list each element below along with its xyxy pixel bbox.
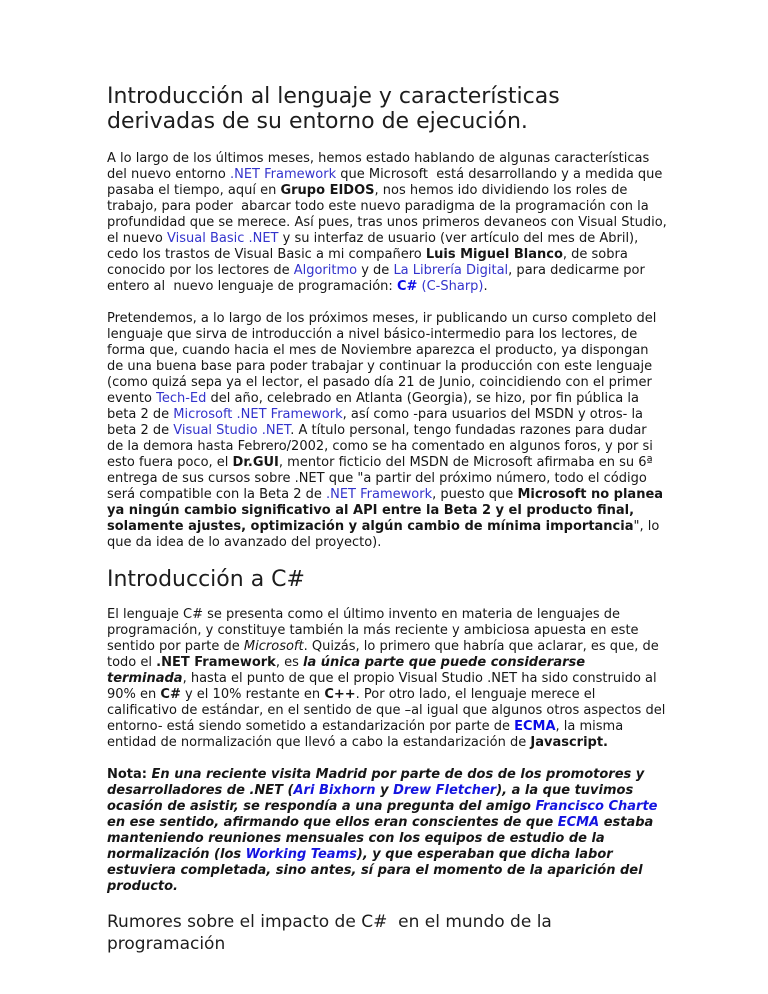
text-run: , puesto que (432, 487, 518, 502)
text-run: ", lo que da idea de lo avanzado del proyecto). (107, 519, 664, 550)
intro-paragraph-2 (107, 311, 667, 551)
visual-basic-net-link[interactable]: Visual Basic .NET (167, 231, 279, 246)
text-run: Microsoft (243, 639, 304, 654)
text-run: . Quizás, lo primero que habría que aclarar, es que, de todo el (107, 639, 663, 670)
text-run: y de (357, 263, 394, 278)
text-run: . (483, 279, 488, 294)
text-run: . Por otro lado, el lenguaje merece el calificativo de estándar, en el sentido de que –al igual que algunos otros aspectos del entorno- está siendo sometido a estandarización por parte de (107, 687, 670, 734)
text-run: , nos hemos ido dividiendo los roles de trabajo, para poder abarcar todo este nuevo paradigma de la programación con la profundidad que se merece. Así pues, tras unos primeros devaneos con Visual Studio, el nuevo (107, 183, 671, 246)
text-run: , de sobra conocido por los lectores de (107, 247, 632, 278)
text-run: En una reciente visita Madrid por parte de dos de los promotores y desarrolladores de .NET ( (107, 767, 649, 798)
algoritmo-link[interactable]: Algoritmo (293, 263, 358, 278)
text-run: ), a la que tuvimos ocasión de asistir, se respondía a una pregunta del amigo (107, 783, 638, 814)
csharp-link[interactable]: C# (396, 279, 418, 294)
text-run: Nota: (107, 767, 152, 782)
text-run: del año, celebrado en Atlanta (Georgia), se hizo, por fin pública la beta 2 de (107, 391, 644, 422)
text-run: Dr.GUI (232, 455, 279, 470)
text-run: Grupo EIDOS (280, 183, 375, 198)
text-run: la única parte que puede considerarse terminada (107, 655, 590, 686)
text-run: estaba manteniendo reuniones mensuales con los equipos de estudio de la normalización (los (107, 815, 658, 862)
text-run: Pretendemos, a lo largo de los próximos meses, ir publicando un curso completo del lenguaje que sirva de introducción a nivel básico-intermedio para los lectores, de forma que, cuando hacia el mes de Noviembre aparezca el producto, ya dispongan de una buena base para poder trabajar y continuar la producción con este lenguaje (como quizá sepa ya el lector, el pasado día 21 de Junio, coincidiendo con el primer evento (107, 311, 661, 406)
text-run: . A título personal, tengo fundadas razones para dudar de la demora hasta Febrero/2002, como se ha comentado en algunos foros, y por si esto fuera poco, el (107, 423, 658, 470)
text-run: Javascript. (530, 735, 608, 750)
working-teams-link[interactable]: Working Teams (245, 847, 357, 862)
microsoft-net-framework-link[interactable]: Microsoft .NET Framework (173, 407, 343, 422)
text-run: , hasta el punto de que el propio Visual Studio .NET ha sido construido al 90% en (107, 671, 661, 702)
drew-fletcher-link[interactable]: Drew Fletcher (393, 783, 497, 798)
article-title: Introducción al lenguaje y características derivadas de su entorno de ejecución. (107, 84, 560, 134)
text-run: Microsoft no planea ya ningún cambio significativo al API entre la Beta 2 y el producto final, solamente ajustes, optimización y algún cambio de mínima importancia (107, 487, 668, 534)
text-run: , así como -para usuarios del MSDN y otros- la beta 2 de (107, 407, 648, 438)
subsection-heading-rumores: Rumores sobre el impacto de C# en el mundo de la programación (107, 912, 558, 954)
note-paragraph (107, 767, 667, 895)
intro-paragraph-1 (107, 151, 671, 295)
text-run: y el 10% restante en (180, 687, 325, 702)
visual-studio-net-link[interactable]: Visual Studio .NET (173, 423, 291, 438)
text-run: , mentor ficticio del MSDN de Microsoft afirmaba en su 6ª entrega de sus cursos sobre .NET que "a partir del próximo número, todo el código será compatible con la Beta 2 de (107, 455, 657, 502)
text-run: A lo largo de los últimos meses, hemos estado hablando de algunas características del nuevo entorno (107, 151, 654, 182)
text-run: Luis Miguel Blanco (425, 247, 563, 262)
text-run: , es (275, 655, 303, 670)
text-run: ), y que esperaban que dicha labor estuviera completada, sino antes, sí para el momento de la aparición del producto. (107, 847, 648, 894)
text-run: C# (160, 687, 181, 702)
text-run: El lenguaje C# se presenta como el último invento en materia de lenguajes de programación, y constituye también la más reciente y ambiciosa apuesta en este sentido por parte de (107, 607, 643, 654)
text-run: , la misma entidad de normalización que llevó a cabo la estandarización de (107, 719, 628, 750)
text-run: en ese sentido, afirmando que ellos eran conscientes de que (107, 799, 663, 830)
ecma-link-2[interactable]: ECMA (557, 815, 600, 830)
net-framework-link-2[interactable]: .NET Framework (325, 487, 433, 502)
text-run: y su interfaz de usuario (ver artículo del mes de Abril), cedo los trastos de Visual Basic a mi compañero (107, 231, 643, 262)
c-sharp-alias-link[interactable]: (C-Sharp) (421, 279, 484, 294)
ecma-link[interactable]: ECMA (514, 719, 556, 734)
text-run: C++ (324, 687, 356, 702)
text-run: y (375, 783, 394, 798)
francisco-charte-link[interactable]: Francisco Charte (535, 799, 658, 814)
tech-ed-link[interactable]: Tech-Ed (156, 391, 207, 406)
text-run: , para dedicarme por entero al nuevo lenguaje de programación: (107, 263, 649, 294)
text-run: .NET Framework (156, 655, 276, 670)
section-paragraph-1 (107, 607, 670, 751)
libreria-digital-link[interactable]: La Librería Digital (393, 263, 509, 278)
ari-bixhorn-link[interactable]: Ari Bixhorn (293, 783, 376, 798)
net-framework-link[interactable]: .NET Framework (229, 167, 337, 182)
text-run: que Microsoft está desarrollando y a medida que pasaba el tiempo, aquí en (107, 167, 667, 198)
section-heading-introduccion-a-csharp: Introducción a C# (107, 567, 305, 592)
